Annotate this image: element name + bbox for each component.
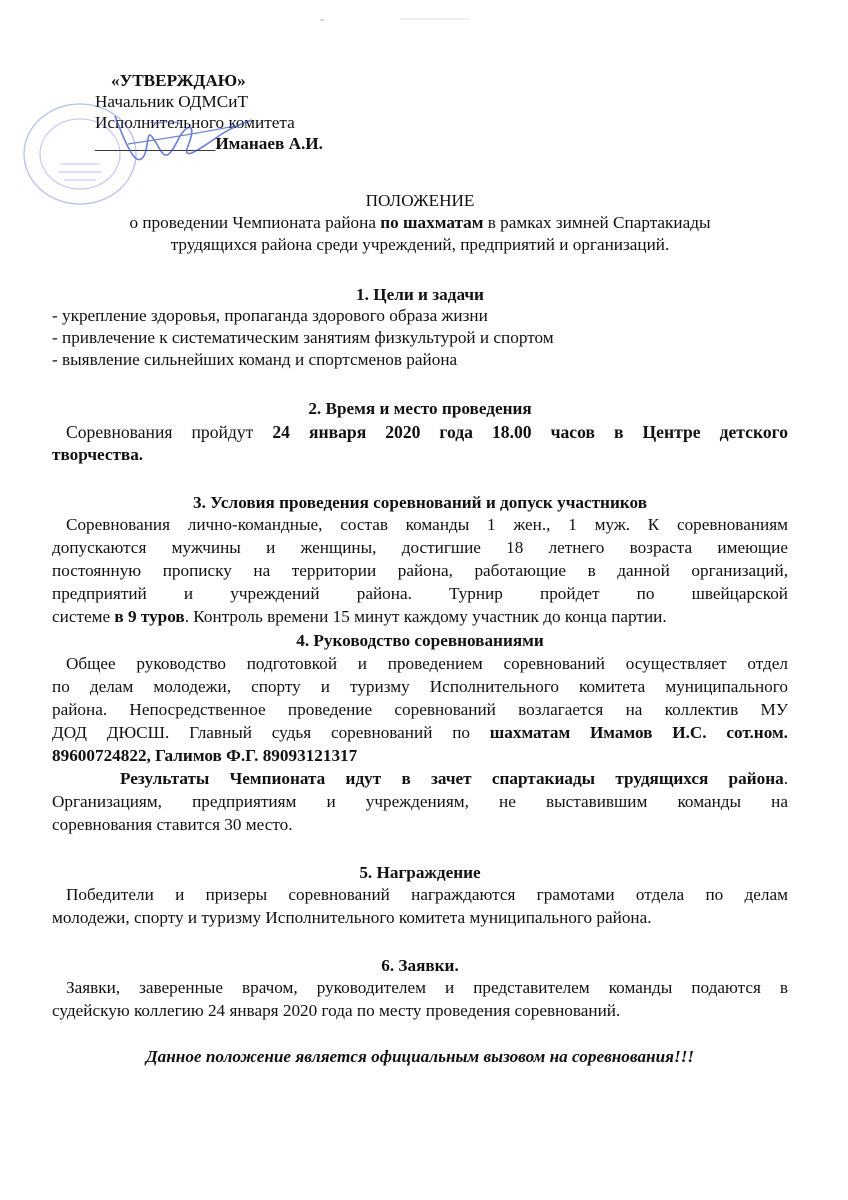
section-2-datetime: 24 января 2020 года 18.00 часов в Центре детского	[272, 422, 789, 442]
goal-item-2: - привлечение к систематическим занятиям физкультурой и спортом	[52, 328, 554, 347]
section-4-line-5: 89600724822, Галимов Ф.Г. 89093121317	[52, 746, 358, 765]
subtitle-part-b: по шахматам	[380, 213, 484, 232]
signature-blank: ______________	[95, 134, 216, 153]
section-4-line-7: Организациям, предприятиям и учреждениям, не выставившим команды на	[52, 792, 788, 811]
section-6-line-2: судейскую коллегию 24 января 2020 года по месту проведения соревнований.	[52, 1001, 621, 1020]
section-2-heading: 2. Время и место проведения	[308, 399, 532, 418]
section-4-heading: 4. Руководство соревнованиями	[296, 631, 544, 650]
stamp-inner-ring	[40, 119, 120, 189]
section-5-line-2: молодежи, спорту и туризму Исполнительного комитета муниципального района.	[52, 908, 652, 927]
section-4-line-8: соревнования ставится 30 место.	[52, 815, 293, 834]
approval-line-2: Исполнительного комитета	[95, 113, 295, 132]
section-6-heading: 6. Заявки.	[381, 956, 459, 975]
section-3-rounds: в 9 туров	[114, 607, 185, 626]
section-4-line-1: Общее руководство подготовкой и проведением соревнований осуществляет отдел	[66, 654, 788, 673]
section-1-heading: 1. Цели и задачи	[356, 285, 484, 304]
signatory-name: Иманаев А.И.	[215, 134, 323, 153]
section-4-line-2: по делам молодежи, спорту и туризму Исполнительного комитета муниципального	[52, 677, 788, 696]
section-2-line-1	[52, 422, 788, 444]
section-4-results-dot: .	[783, 769, 788, 788]
document-subtitle-line-1	[52, 212, 788, 234]
section-2-text: Соревнования пройдут	[66, 422, 273, 442]
approval-title: «УТВЕРЖДАЮ»	[111, 71, 246, 90]
section-4-results-note: Результаты Чемпионата идут в зачет спартакиады трудящихся района	[120, 769, 784, 788]
subtitle-part-a: о проведении Чемпионата района	[129, 213, 381, 232]
section-3-system: системе	[52, 607, 115, 626]
subtitle-part-c: в рамках зимней Спартакиады	[483, 213, 711, 232]
scan-mark	[320, 14, 480, 26]
section-3-heading: 3. Условия проведения соревнований и допуск участников	[192, 493, 647, 512]
section-3-line-1: Соревнования лично-командные, состав команды 1 жен., 1 муж. К соревнованиям	[66, 515, 788, 534]
section-6-line-1: Заявки, заверенные врачом, руководителем и представителем команды подаются в	[66, 978, 788, 997]
approval-line-1: Начальник ОДМСиТ	[95, 92, 248, 111]
section-3-line-5	[52, 606, 788, 628]
section-2-line-2: творчества.	[52, 445, 144, 464]
section-4-judge-name: шахматам Имамов И.С. сот.ном.	[489, 723, 788, 742]
section-4-line-4	[52, 722, 788, 744]
official-call-note: Данное положение является официальным вызовом на соревнования!!!	[145, 1047, 695, 1066]
section-4-line-3: района. Непосредственное проведение соревнований возлагается на коллектив МУ	[52, 700, 788, 719]
section-3-line-4: предприятий и учреждений района. Турнир пройдет по швейцарской	[52, 584, 788, 603]
section-4-line-6	[52, 768, 788, 790]
document-subtitle-line-2: трудящихся района среди учреждений, предприятий и организаций.	[170, 235, 670, 254]
section-3-time-control: . Контроль времени 15 минут каждому участник до конца партии.	[184, 607, 667, 626]
section-5-line-1: Победители и призеры соревнований награждаются грамотами отдела по делам	[66, 885, 788, 904]
section-4-judge-text: ДОД ДЮСШ. Главный судья соревнований по	[52, 723, 490, 742]
goal-item-3: - выявление сильнейших команд и спортсменов района	[52, 350, 458, 369]
section-3-line-3: постоянную прописку на территории района, работающие в данной организаций,	[52, 561, 788, 580]
document-title: ПОЛОЖЕНИЕ	[365, 191, 475, 210]
goal-item-1: - укрепление здоровья, пропаганда здорового образа жизни	[52, 306, 488, 325]
section-3-line-2: допускаются мужчины и женщины, достигшие 18 летнего возраста имеющие	[52, 538, 788, 557]
section-5-heading: 5. Награждение	[359, 863, 481, 882]
